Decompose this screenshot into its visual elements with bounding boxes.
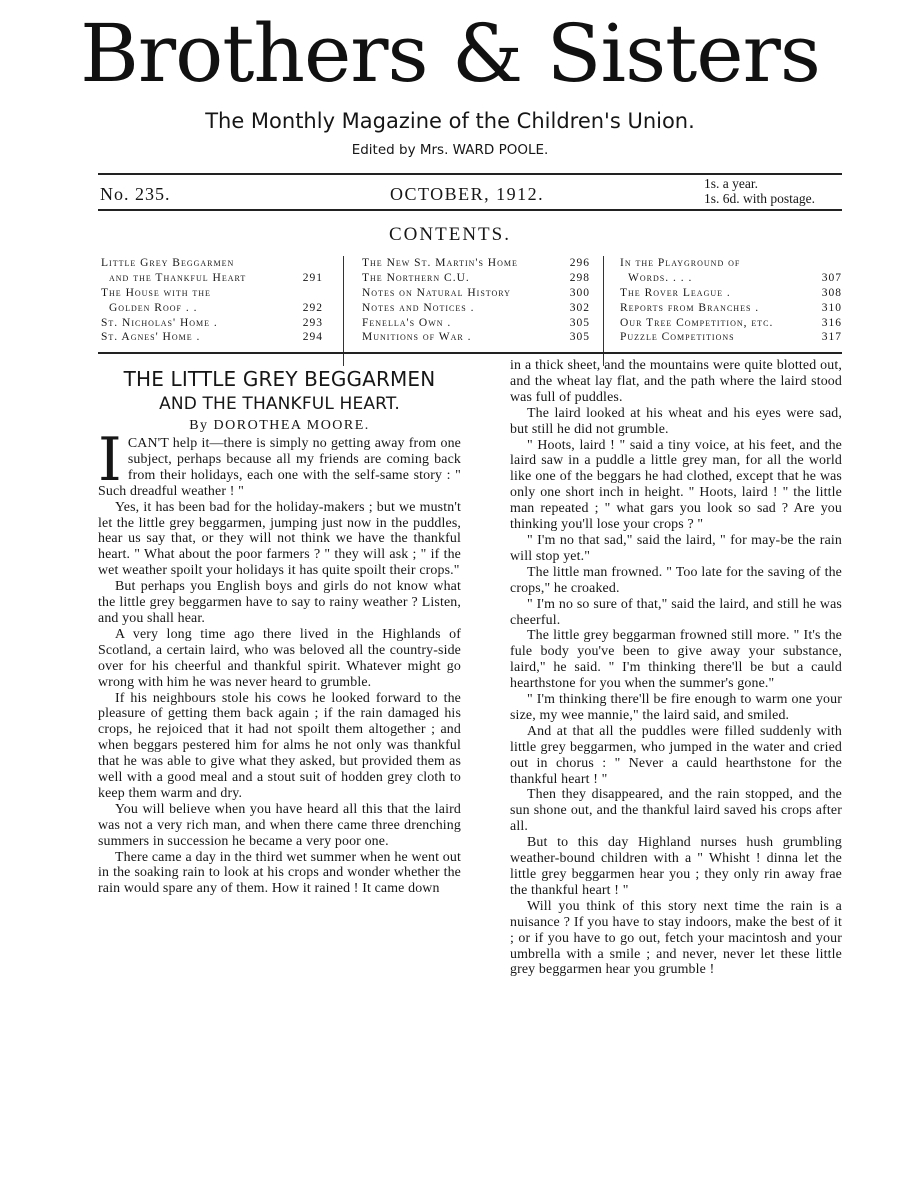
price-postage: 1s. 6d. with postage. [704, 191, 815, 206]
contents-entry: Notes on Natural History 300 [362, 286, 590, 299]
article-right-column [510, 358, 842, 978]
price-info [704, 176, 815, 206]
issue-number: No. 235. [100, 184, 171, 204]
contents-entry: In the Playground of [620, 257, 741, 269]
article-paragraph: in a thick sheet, and the mountains were quite blotted out, and the wheat lay flat, and the path where the laird stood was full of puddles. [510, 358, 842, 405]
issue-date: OCTOBER, 1912. [390, 184, 545, 204]
article-byline: By DOROTHEA MOORE. [189, 418, 370, 433]
contents-entry: Golden Roof . . 292 [109, 301, 323, 314]
contents-entry: St. Agnes' Home . 294 [101, 331, 323, 344]
contents-column-2 [362, 256, 590, 345]
article-paragraph: ICAN'T help it—there is simply no getting away from one subject, perhaps because all my friends are coming back from their holidays, each one with the self-same story : " Such dreadful weather ! " [98, 425, 461, 499]
article-paragraph: The little grey beggarman frowned still more. " It's the fule body you've been to give away your substance, laird," he said. " I'm thinking there'll be but a cauld hearthstone for you when the summer's gone." [510, 628, 842, 692]
article-paragraph: If his neighbours stole his cows he looked forward to the pleasure of getting them back again ; if the rain damaged his crops, he rejoiced that it had not spoilt them altogether ; and when beggars pestered him for alms he not only was thankful that he was able to give what they asked, but provided them as well with a good meal and a stout suit of hodden grey cloth to keep them warm and dry. [98, 690, 461, 801]
issue-rule [98, 209, 842, 211]
article-paragraph: Will you think of this story next time the rain is a nuisance ? If you have to stay indoors, make the best of it ; or if you have to go out, fetch your macintosh and your umbrella with a smile ; and never, never let these little grey beggarmen hear you grumble ! [510, 898, 842, 978]
contents-divider [603, 256, 604, 366]
contents-column-1 [101, 256, 323, 345]
contents-entry: Notes and Notices . 302 [362, 301, 590, 314]
article-paragraph: The laird looked at his wheat and his eyes were sad, but still he did not grumble. [510, 405, 842, 437]
article-left-column [98, 366, 461, 897]
contents-entry: Puzzle Competitions 317 [620, 331, 842, 344]
article-paragraph: But to this day Highland nurses hush grumbling weather-bound children with a " Whisht ! dinna let the little grey beggarmen hear you ; they only rin away frae the thankful heart ! " [510, 835, 842, 898]
article-paragraph: And at that all the puddles were filled suddenly with little grey beggarmen, who jumped in the water and cried out in chorus : " Never a cauld hearthstone for the thankful heart ! " [510, 723, 842, 787]
contents-divider [343, 256, 344, 366]
top-rule [98, 173, 842, 175]
contents-rule [98, 352, 842, 354]
contents-entry: The Northern C.U. 298 [362, 271, 590, 284]
article-paragraph: There came a day in the third wet summer when he went out in the soaking rain to look at his crops and wonder whether the rain would spare any of them. How it rained ! It came down [98, 849, 461, 897]
article-paragraph: You will believe when you have heard all this that the laird was not a very rich man, and when there came three drenching summers in succession he became a very poor one. [98, 801, 461, 849]
contents-heading: CONTENTS. [389, 224, 511, 245]
contents-entry: Fenella's Own . 305 [362, 316, 590, 329]
article-title: THE LITTLE GREY BEGGARMEN [123, 367, 436, 391]
magazine-title: Brothers & Sisters [80, 7, 820, 100]
contents-entry: Words. . . . 307 [628, 271, 842, 284]
article-paragraph: A very long time ago there lived in the Highlands of Scotland, a certain laird, who was beloved all the country-side over for his cheerful and thankful spirit. Whatever might go wrong with him he was never heard to grumble. [98, 626, 461, 690]
contents-entry: Little Grey Beggarmen [101, 257, 235, 269]
magazine-subtitle: The Monthly Magazine of the Children's Union. [205, 109, 695, 133]
contents-entry: and the Thankful Heart 291 [109, 271, 323, 284]
article-paragraph: But perhaps you English boys and girls do not know what the little grey beggarmen have to say to rainy weather ? Listen, and you shall hear. [98, 579, 461, 626]
contents-column-3 [620, 256, 842, 345]
article-paragraph: " I'm no so sure of that," said the laird, and still he was cheerful. [510, 596, 842, 628]
article-paragraph: The little man frowned. " Too late for the saving of the crops," he croaked. [510, 564, 842, 596]
contents-entry: Our Tree Competition, etc. 316 [620, 316, 842, 329]
article-paragraph: " I'm thinking there'll be fire enough to warm one your size, my wee mannie," the laird said, and smiled. [510, 692, 842, 723]
article-paragraph: " I'm no that sad," said the laird, " for may-be the rain will stop yet." [510, 532, 842, 564]
article-paragraph: Yes, it has been bad for the holiday-makers ; but we mustn't let the little grey beggarmen, jumping just now in the puddles, hear us say that, or they will not think we have the thankful heart. " What about the poor farmers ? " they will ask ; " if the wet weather spoilt your holidays it has quite spoilt their crops." [98, 499, 461, 579]
drop-cap: I [98, 425, 122, 495]
contents-entry: The Rover League . 308 [620, 286, 842, 299]
article-paragraph: " Hoots, laird ! " said a tiny voice, at his feet, and the laird saw in a puddle a little grey man, for all the world like one of the beggars he had clothed, except that he was only one short inch in height. " Hoots, laird ! " the little man repeated ; " what gars you look so sad ? Are you thinking you'll lose your crops ? " [510, 437, 842, 533]
article-paragraph: Then they disappeared, and the rain stopped, and the sun shone out, and the thankful laird saved his crops after all. [510, 787, 842, 835]
contents-entry: The New St. Martin's Home 296 [362, 257, 590, 269]
article-title-line2: AND THE THANKFUL HEART. [159, 394, 400, 414]
contents-entry: St. Nicholas' Home . 293 [101, 316, 323, 329]
contents-entry: Reports from Branches . 310 [620, 301, 842, 314]
editor-line: Edited by Mrs. WARD POOLE. [351, 142, 549, 158]
contents-entry: The House with the [101, 286, 211, 299]
price-year: 1s. a year. [704, 176, 758, 191]
contents-entry: Munitions of War . 305 [362, 331, 590, 344]
